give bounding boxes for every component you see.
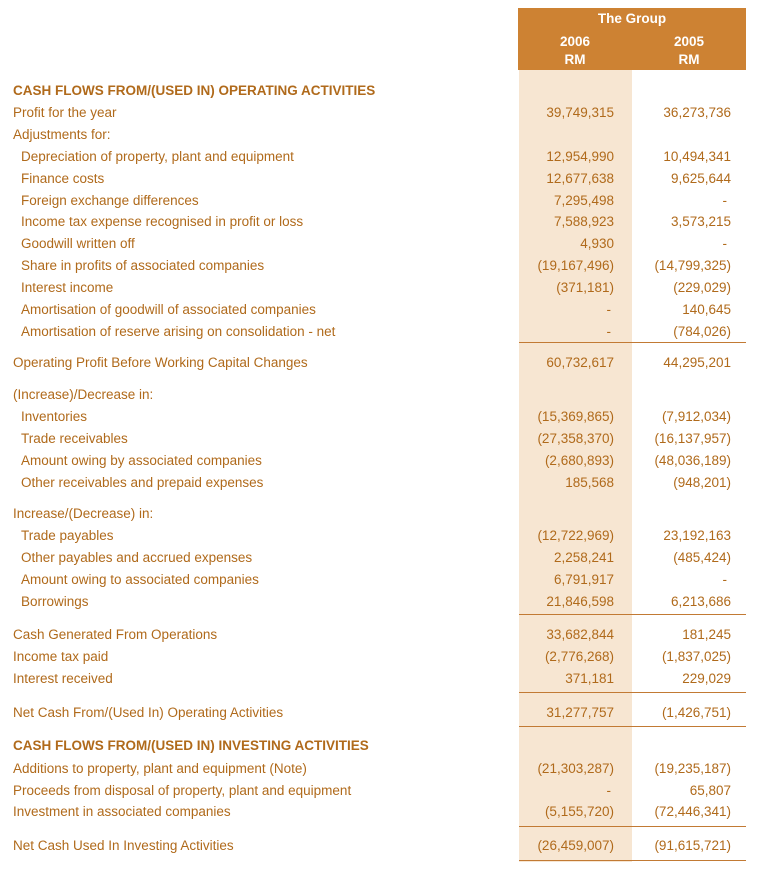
row-label: Adjustments for: xyxy=(13,127,111,142)
statement-row xyxy=(0,836,759,856)
value-2005: - xyxy=(722,236,727,251)
row-label: Increase/(Decrease) in: xyxy=(13,506,154,521)
value-2005: 65,807 xyxy=(689,783,731,798)
value-2005: (19,235,187) xyxy=(654,761,731,776)
row-label: Other payables and accrued expenses xyxy=(21,550,253,565)
value-2005: (1,426,751) xyxy=(661,705,731,720)
row-label: Interest received xyxy=(13,671,113,686)
statement-row xyxy=(0,759,759,779)
value-2006: (27,358,370) xyxy=(537,431,614,446)
row-label: Income tax paid xyxy=(13,649,109,664)
value-2006: 7,588,923 xyxy=(553,214,614,229)
divider-line xyxy=(519,342,746,343)
divider-line xyxy=(519,726,746,727)
value-2005: 44,295,201 xyxy=(663,355,731,370)
value-2006: (12,722,969) xyxy=(537,528,614,543)
statement-row xyxy=(0,451,759,471)
row-label: Amortisation of goodwill of associated companies xyxy=(21,302,316,317)
value-2006: 31,277,757 xyxy=(546,705,614,720)
value-2006: 21,846,598 xyxy=(546,594,614,609)
statement-row xyxy=(0,802,759,822)
statement-row xyxy=(0,429,759,449)
statement-row xyxy=(0,504,759,524)
value-2006: (2,680,893) xyxy=(544,453,614,468)
statement-row xyxy=(0,407,759,427)
statement-row xyxy=(0,669,759,689)
value-2006: 185,568 xyxy=(565,475,614,490)
statement-row xyxy=(0,385,759,405)
row-label: Trade payables xyxy=(21,528,114,543)
row-label: Other receivables and prepaid expenses xyxy=(21,475,264,490)
row-label: Income tax expense recognised in profit or loss xyxy=(21,214,304,229)
value-2005: (7,912,034) xyxy=(661,409,731,424)
value-2005: 9,625,644 xyxy=(670,171,731,186)
row-label: Cash Generated From Operations xyxy=(13,627,218,642)
row-label: Borrowings xyxy=(21,594,89,609)
value-2006: (21,303,287) xyxy=(537,761,614,776)
row-label: Inventories xyxy=(21,409,88,424)
statement-row xyxy=(0,647,759,667)
row-label: Share in profits of associated companies xyxy=(21,258,265,273)
row-label: Foreign exchange differences xyxy=(21,193,199,208)
row-label: Depreciation of property, plant and equipment xyxy=(21,149,294,164)
value-2005: (485,424) xyxy=(673,550,731,565)
statement-row xyxy=(0,147,759,167)
column-2006-header xyxy=(518,33,632,69)
value-2006: 60,732,617 xyxy=(546,355,614,370)
statement-row xyxy=(0,781,759,801)
row-label: Amount owing by associated companies xyxy=(21,453,262,468)
row-label: CASH FLOWS FROM/(USED IN) INVESTING ACTIVITIES xyxy=(13,738,369,753)
value-2005: 6,213,686 xyxy=(670,594,731,609)
row-label: Finance costs xyxy=(21,171,105,186)
row-label: Investment in associated companies xyxy=(13,804,231,819)
value-2006: 371,181 xyxy=(565,671,614,686)
statement-row xyxy=(0,212,759,232)
statement-row xyxy=(0,191,759,211)
value-2005: - xyxy=(722,193,727,208)
value-2005: 3,573,215 xyxy=(670,214,731,229)
value-2005: - xyxy=(722,572,727,587)
value-2006: (15,369,865) xyxy=(537,409,614,424)
value-2005: 23,192,163 xyxy=(663,528,731,543)
value-2006: 33,682,844 xyxy=(546,627,614,642)
statement-row xyxy=(0,703,759,723)
statement-row xyxy=(0,169,759,189)
value-2005: 181,245 xyxy=(682,627,731,642)
value-2005: (16,137,957) xyxy=(654,431,731,446)
value-2006: 39,749,315 xyxy=(546,105,614,120)
row-label: Profit for the year xyxy=(13,105,117,120)
statement-row xyxy=(0,278,759,298)
value-2005: 229,029 xyxy=(682,671,731,686)
value-2005: (948,201) xyxy=(673,475,731,490)
statement-row xyxy=(0,526,759,546)
section-heading-row xyxy=(0,736,759,756)
column-2005-header xyxy=(632,33,746,69)
value-2006: 12,677,638 xyxy=(546,171,614,186)
row-label: Interest income xyxy=(21,280,114,295)
value-2005: (229,029) xyxy=(673,280,731,295)
value-2006: (2,776,268) xyxy=(544,649,614,664)
currency-2006-label: RM xyxy=(564,52,586,67)
value-2005: (48,036,189) xyxy=(654,453,731,468)
year-2005-label: 2005 xyxy=(673,34,705,49)
value-2005: 140,645 xyxy=(682,302,731,317)
statement-row xyxy=(0,103,759,123)
statement-row xyxy=(0,300,759,320)
row-label: Net Cash From/(Used In) Operating Activities xyxy=(13,705,284,720)
value-2006: 2,258,241 xyxy=(553,550,614,565)
statement-row xyxy=(0,322,759,342)
statement-row xyxy=(0,234,759,254)
value-2006: 4,930 xyxy=(580,236,614,251)
value-2006: - xyxy=(606,783,611,798)
statement-row xyxy=(0,256,759,276)
statement-row xyxy=(0,570,759,590)
value-2006: 6,791,917 xyxy=(553,572,614,587)
table-header xyxy=(518,8,746,70)
value-2005: (72,446,341) xyxy=(654,804,731,819)
row-label: CASH FLOWS FROM/(USED IN) OPERATING ACTIVITIES xyxy=(13,83,376,98)
row-label: Proceeds from disposal of property, plant and equipment xyxy=(13,783,352,798)
statement-row xyxy=(0,473,759,493)
divider-line xyxy=(519,692,746,693)
value-2005: 10,494,341 xyxy=(663,149,731,164)
row-label: Goodwill written off xyxy=(21,236,135,251)
value-2005: (1,837,025) xyxy=(661,649,731,664)
divider-line xyxy=(519,826,746,827)
value-2006: 7,295,498 xyxy=(553,193,614,208)
value-2005: (14,799,325) xyxy=(654,258,731,273)
row-label: Amortisation of reserve arising on consolidation - net xyxy=(21,324,336,339)
value-2006: 12,954,990 xyxy=(546,149,614,164)
year-2006-label: 2006 xyxy=(559,34,591,49)
row-label: Operating Profit Before Working Capital Changes xyxy=(13,355,308,370)
group-title: The Group xyxy=(597,11,667,26)
currency-2005-label: RM xyxy=(678,52,700,67)
value-2005: (784,026) xyxy=(673,324,731,339)
divider-line xyxy=(519,860,746,861)
value-2006: (5,155,720) xyxy=(544,804,614,819)
value-2006: - xyxy=(606,302,611,317)
row-label: Additions to property, plant and equipment (Note) xyxy=(13,761,307,776)
statement-row xyxy=(0,592,759,612)
value-2006: (26,459,007) xyxy=(537,838,614,853)
value-2006: - xyxy=(606,324,611,339)
statement-row xyxy=(0,548,759,568)
row-label: Amount owing to associated companies xyxy=(21,572,259,587)
section-heading-row xyxy=(0,81,759,101)
row-label: Trade receivables xyxy=(21,431,128,446)
statement-row xyxy=(0,125,759,145)
value-2006: (19,167,496) xyxy=(537,258,614,273)
value-2006: (371,181) xyxy=(556,280,614,295)
value-2005: (91,615,721) xyxy=(654,838,731,853)
statement-row xyxy=(0,353,759,373)
divider-line xyxy=(519,614,746,615)
row-label: Net Cash Used In Investing Activities xyxy=(13,838,234,853)
statement-row xyxy=(0,625,759,645)
row-label: (Increase)/Decrease in: xyxy=(13,387,154,402)
value-2005: 36,273,736 xyxy=(663,105,731,120)
